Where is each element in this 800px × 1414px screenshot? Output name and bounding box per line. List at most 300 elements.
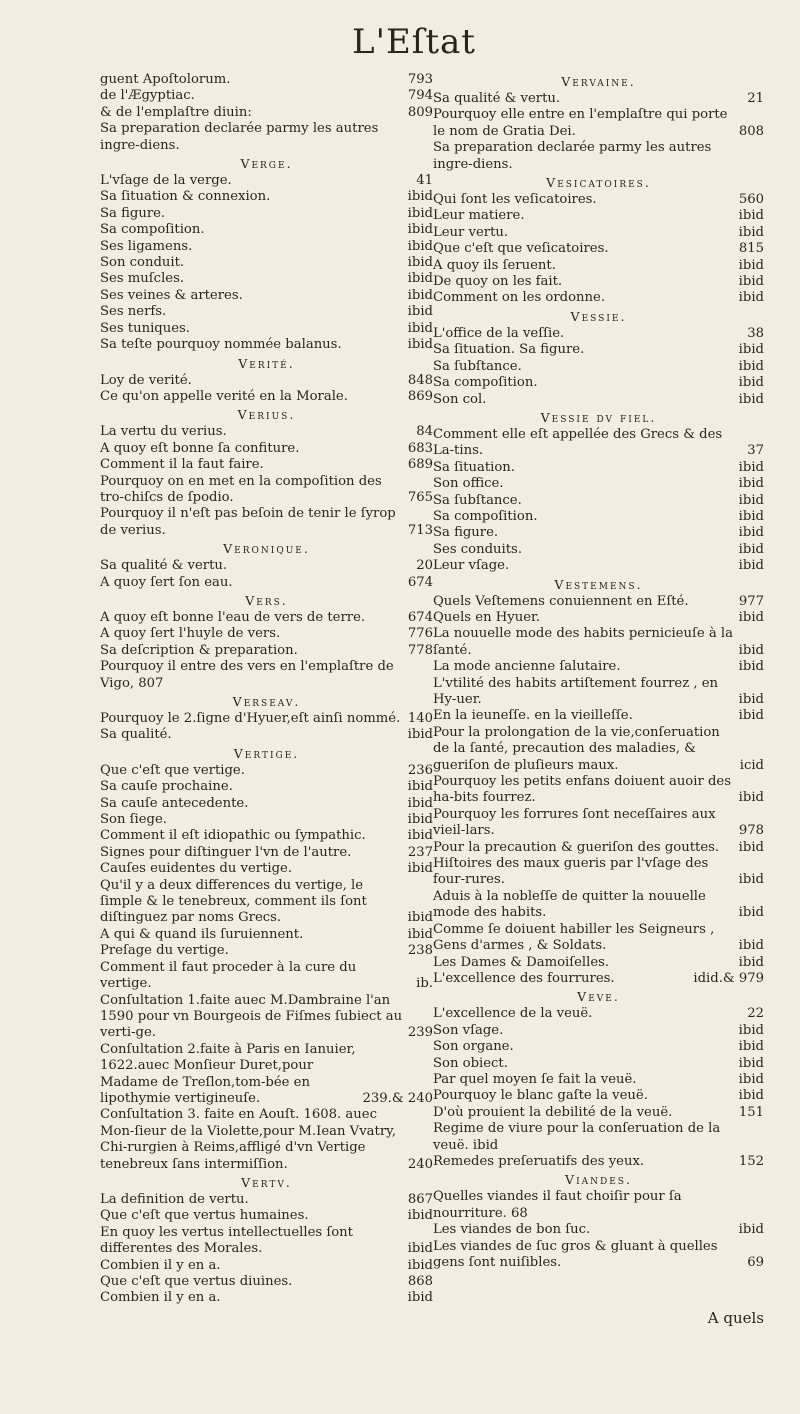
page-reference: 20 (416, 558, 433, 574)
entry-text: Les viandes de ſuc gros & gluant à quelles gens ſont nuiſibles. (432, 1238, 718, 1270)
index-entry (100, 878, 433, 927)
page-reference: ibid (738, 342, 764, 358)
entry-text: Son obiect. (432, 1055, 508, 1071)
page-reference: ibid (738, 459, 764, 475)
page-reference: 38 (747, 325, 764, 341)
entry-text: Son vſage. (432, 1022, 504, 1038)
page-reference: ibid (738, 708, 764, 724)
entry-text: Pour la precaution & gueriſon des gouttes. (432, 839, 720, 855)
index-entry (433, 326, 764, 342)
entry-text: Pourquoy les petits enfans doiuent auoir des ha-bits fourrez. (432, 774, 731, 806)
index-entry (433, 241, 764, 257)
page-reference: ibid (407, 828, 433, 844)
page-reference: ibid (407, 337, 433, 353)
index-entry (433, 971, 764, 987)
index-entry (100, 424, 433, 440)
page-reference: ibid (738, 224, 764, 240)
left-column (100, 72, 433, 1307)
entry-text: Sa compoſition. (432, 508, 538, 524)
index-entry (433, 856, 764, 889)
page-reference: 793 (407, 72, 433, 87)
page-reference: 236 (407, 762, 433, 778)
index-entry (433, 342, 764, 358)
page-reference: ibid (738, 938, 764, 954)
page-reference: ibid (738, 208, 764, 224)
index-entry (433, 840, 764, 856)
page-reference: 868 (407, 1274, 433, 1289)
index-entry (100, 993, 433, 1042)
entry-text: L'excellence de la veuë. (432, 1006, 593, 1022)
entry-text: Ses tuniques. (100, 320, 191, 336)
index-entry (100, 610, 433, 626)
entry-text: Aduis à la nobleſſe de quitter la nouuelle mode des habits. (432, 888, 706, 921)
page-reference: 776 (407, 626, 433, 642)
entry-text: Pourquoy on en met en la compoſition des tro-chiſcs de ſpodio. (100, 473, 382, 505)
page-reference: ibid (407, 926, 433, 942)
section-heading: Verge. (240, 156, 293, 172)
entry-text: Ses muſcles. (100, 271, 185, 287)
entry-text: Signes pour diſtinguer l'vn de l'autre. (100, 844, 352, 860)
index-entry (100, 1192, 433, 1208)
index-entry (100, 271, 433, 287)
index-entry (100, 812, 433, 828)
index-entry (433, 558, 764, 574)
entry-text: Pourquoy le blanc gaſte la veuë. (432, 1088, 648, 1104)
index-entry (100, 943, 433, 959)
entry-text: de l'Ægyptiac. (100, 88, 195, 104)
index-entry (433, 290, 764, 306)
entry-text: Comme ſe doiuent habiller les Seigneurs , Gens d'armes , & Soldats. (432, 921, 715, 954)
page-reference: ibid (738, 1055, 764, 1071)
entry-text: Combien il y en a. (100, 1290, 221, 1306)
page-reference: 848 (407, 372, 433, 388)
section-heading: Veronique. (223, 541, 310, 557)
section-heading: Vertv. (241, 1174, 292, 1190)
entry-text: Sa preparation declarée parmy les autres ingre-diens. (432, 140, 712, 172)
entry-text: Sa figure. (100, 205, 166, 221)
section-heading: Vers. (245, 592, 288, 608)
page-reference: ibid (738, 541, 764, 557)
entry-text: Pourquoy il n'eſt pas beſoin de tenir le ſyrop de verius. (100, 506, 396, 538)
entry-text: Ce qu'on appelle verité en la Morale. (100, 388, 348, 404)
page-reference: ibid (407, 727, 433, 743)
page-reference: ibid (738, 492, 764, 508)
entry-text: Sa ſubſtance. (432, 358, 522, 374)
entry-text: Pourquoy il entre des vers en l'emplaſtre de Vigo, 807 (100, 659, 394, 691)
page-reference: ibid (738, 692, 764, 707)
index-entry (433, 460, 764, 476)
entry-text: Sa ſubſtance. (432, 492, 522, 508)
index-entry (433, 922, 764, 955)
page-reference: ibid (738, 508, 764, 524)
entry-text: La vertu du verius. (100, 424, 227, 440)
index-entry (100, 1225, 433, 1258)
index-entry (433, 807, 764, 840)
section-heading: Verité. (238, 355, 295, 371)
page-reference: ibid (738, 257, 764, 273)
entry-text: Ses conduits. (432, 541, 523, 557)
index-entry (100, 960, 433, 993)
index-entry (100, 288, 433, 304)
page-reference: idid.& 979 (693, 970, 764, 986)
page-reference: ibid (738, 839, 764, 855)
index-entry (100, 506, 433, 539)
entry-text: Pourquoy les forrures ſont neceſſaires aux vieil-lars. (432, 806, 716, 839)
page-reference: ibid (738, 274, 764, 290)
index-entry (433, 1105, 764, 1121)
section-heading: Vessie. (570, 308, 627, 324)
index-entry (100, 304, 433, 320)
entry-text: Conſultation 2.faite à Paris en Ianuier, 1622.auec Monſieur Duret,pour Madame de Treſlon,tom-bée en lipothymie vertigineuſe. (100, 1041, 356, 1106)
index-entry (433, 1072, 764, 1088)
section-heading: Viandes. (565, 1172, 632, 1188)
entry-text: Comment il la faut faire. (100, 457, 264, 473)
page-reference: ibid (738, 375, 764, 391)
entry-text: Leur vertu. (432, 224, 509, 240)
index-entry (100, 659, 433, 692)
page-reference: 21 (747, 91, 764, 106)
index-entry (433, 192, 764, 208)
page-reference: ibid (407, 812, 433, 828)
entry-text: Quelles viandes il faut choiſir pour ſa nourriture. 68 (432, 1189, 682, 1221)
index-entry (100, 474, 433, 507)
page-reference: 713 (407, 522, 433, 538)
page-reference: ibid (738, 1088, 764, 1104)
index-entry (100, 88, 433, 104)
page-reference: ibid (407, 320, 433, 336)
page-reference: ibid (407, 1257, 433, 1273)
page-reference: ibid (407, 287, 433, 303)
index-entry (100, 1258, 433, 1274)
entry-text: A quoy ils ſeruent. (432, 257, 556, 273)
section-heading: Verseav. (232, 694, 301, 709)
index-entry (433, 274, 764, 290)
entry-text: A quoy ſert ſon eau. (100, 574, 233, 590)
index-entry (100, 1274, 433, 1290)
entry-text: A quoy ſert l'huyle de vers. (100, 626, 281, 642)
page-reference: ibid (407, 255, 433, 271)
entry-text: L'vtilité des habits artiſtement fourrez , en Hy-uer. (432, 675, 719, 707)
index-entry (100, 711, 433, 727)
entry-text: Sa qualité. (100, 727, 172, 743)
entry-text: De quoy on les fait. (432, 274, 563, 290)
entry-text: Qui ſont les veſicatoires. (432, 192, 597, 208)
entry-text: Ses nerfs. (100, 304, 167, 320)
index-entry (433, 594, 764, 610)
page-reference: ibid (407, 779, 433, 795)
page-reference: ibid (407, 271, 433, 287)
index-entry (100, 845, 433, 861)
page-reference: icid (739, 757, 764, 773)
entry-text: Regime de viure pour la conſeruation de la veuë. ibid (432, 1121, 721, 1153)
entry-text: L'office de la veſſie. (432, 325, 565, 341)
running-head: L'Eſtat (352, 22, 476, 62)
index-entry (100, 189, 433, 205)
page-reference: ibid (407, 238, 433, 254)
page-reference: 808 (738, 123, 764, 139)
entry-text: L'vſage de la verge. (100, 173, 232, 189)
index-entry (100, 796, 433, 812)
index-entry (433, 626, 764, 659)
page-reference: 674 (407, 574, 433, 590)
index-entry (100, 373, 433, 389)
entry-text: & de l'emplaſtre diuin: (100, 104, 252, 120)
entry-text: La mode ancienne ſalutaire. (432, 659, 621, 675)
index-entry (100, 457, 433, 473)
entry-text: Ses ligamens. (100, 238, 193, 254)
page-reference: ibid (738, 1071, 764, 1087)
index-entry (433, 476, 764, 492)
page-reference: 69 (747, 1255, 764, 1270)
section-heading: Vervaine. (561, 74, 636, 89)
index-entry (433, 493, 764, 509)
index-entry (433, 140, 764, 173)
entry-text: Ses veines & arteres. (100, 287, 243, 303)
index-entry (100, 861, 433, 877)
index-entry (433, 359, 764, 375)
entry-text: D'où prouient la debilité de la veuë. (432, 1104, 673, 1120)
entry-text: Combien il y en a. (100, 1257, 221, 1273)
section-heading: Vertige. (233, 745, 300, 761)
entry-text: Comment elle eſt appellée des Grecs & des La-tins. (432, 426, 723, 459)
index-entry (433, 889, 764, 922)
index-entry (100, 206, 433, 222)
entry-text: Son organe. (432, 1039, 514, 1055)
entry-text: A quoy eſt bonne l'eau de vers de terre. (100, 609, 366, 625)
index-entry (433, 676, 764, 709)
index-entry (433, 392, 764, 408)
page-reference: 22 (747, 1006, 764, 1022)
index-entry (100, 1107, 433, 1173)
index-columns (64, 72, 764, 1307)
index-entry (100, 72, 433, 88)
index-entry (100, 121, 433, 154)
page-reference: 778 (407, 642, 433, 658)
page-reference: ibid (738, 1039, 764, 1055)
index-entry (100, 927, 433, 943)
entry-text: Sa compoſition. (100, 222, 205, 238)
page-reference: ibid (407, 189, 433, 205)
entry-text: En la ieuneſſe. en la vieilleſſe. (432, 708, 633, 724)
entry-text: Son conduit. (100, 255, 185, 271)
entry-text: Sa ſituation. (432, 459, 515, 475)
page-reference: ibid (407, 1241, 433, 1257)
page-reference: 674 (407, 609, 433, 625)
page-reference: 815 (738, 241, 764, 257)
page-reference: ibid (738, 558, 764, 574)
entry-text: Sa ſituation & connexion. (100, 189, 271, 205)
page-reference: ibid (407, 1208, 433, 1224)
index-entry (433, 774, 764, 807)
entry-text: guent Apoſtolorum. (100, 72, 231, 87)
entry-text: Son col. (432, 391, 487, 407)
page-reference: ibid (738, 790, 764, 806)
page-reference: ibid (738, 642, 764, 658)
entry-text: Preſage du vertige. (100, 943, 229, 959)
entry-text: Qu'il y a deux differences du vertige, le ſimple & le tenebreux, comment ils ſont diſtinguez par noms Grecs. (100, 877, 367, 926)
index-entry (433, 375, 764, 391)
index-entry (433, 1039, 764, 1055)
page-reference: 560 (738, 192, 764, 208)
index-entry (433, 1154, 764, 1170)
index-entry (100, 173, 433, 189)
page-reference: 869 (407, 388, 433, 404)
page-reference: 239.& 240 (362, 1090, 433, 1106)
entry-text: Son office. (432, 476, 504, 492)
index-entry (433, 542, 764, 558)
index-entry (100, 239, 433, 255)
section-heading: Vessie dv fiel. (540, 409, 657, 425)
entry-text: Sa figure. (432, 525, 499, 541)
page-reference: ibid (738, 609, 764, 625)
page-reference: 238 (407, 943, 433, 959)
entry-text: Hiſtoires des maux gueris par l'vſage des four-rures. (432, 856, 709, 888)
entry-text: Conſultation 1.faite auec M.Dambraine l'an 1590 pour vn Bourgeois de Fiſmes ſubiect au verti-ge. (100, 992, 403, 1041)
index-entry (433, 1088, 764, 1104)
entry-text: Sa qualité & vertu. (432, 91, 561, 106)
page-reference: 867 (407, 1191, 433, 1207)
entry-text: Pourquoy le 2.ſigne d'Hyuer,eſt ainſi nommé. (100, 711, 401, 726)
section-heading: Veve. (577, 989, 620, 1005)
page-reference: 237 (407, 844, 433, 860)
page-reference: ibid (407, 795, 433, 811)
entry-text: Sa compoſition. (432, 375, 538, 391)
entry-text: Comment il eſt idiopathic ou ſympathic. (100, 828, 366, 844)
entry-text: Sa qualité & vertu. (100, 558, 228, 574)
index-entry (100, 828, 433, 844)
entry-text: Les viandes de bon ſuc. (432, 1222, 591, 1238)
index-entry (100, 222, 433, 238)
index-entry (433, 708, 764, 724)
page-reference: 239 (407, 1025, 433, 1041)
index-entry (433, 1121, 764, 1154)
entry-text: Quels en Hyuer. (432, 609, 541, 625)
entry-text: Par quel moyen ſe fait la veuë. (432, 1071, 637, 1087)
page-reference: ibid (738, 358, 764, 374)
page-reference: ibid (738, 1022, 764, 1038)
entry-text: Leur matiere. (432, 208, 525, 224)
section-heading: Vestemens. (554, 576, 643, 592)
index-entry (433, 725, 764, 774)
page-reference: 84 (416, 424, 433, 440)
page-reference: ibid (738, 1222, 764, 1238)
index-entry (433, 107, 764, 140)
page-reference: ibid (738, 391, 764, 407)
catchword: A quels (707, 1308, 764, 1327)
index-entry (433, 1006, 764, 1022)
entry-text: La definition de vertu. (100, 1191, 249, 1207)
index-entry (100, 321, 433, 337)
page-reference: 41 (416, 173, 433, 189)
index-entry (100, 1208, 433, 1224)
index-entry (433, 91, 764, 107)
entry-text: Loy de verité. (100, 372, 192, 388)
page-reference: ibid (407, 205, 433, 221)
right-column (433, 72, 764, 1307)
page-reference: 151 (738, 1104, 764, 1120)
index-entry (100, 1290, 433, 1306)
index-entry (433, 1189, 764, 1222)
entry-text: Comment il faut proceder à la cure du vertige. (100, 959, 357, 992)
index-entry (100, 105, 433, 121)
index-entry (100, 779, 433, 795)
entry-text: Sa deſcription & preparation. (100, 642, 298, 658)
page-reference: ibid (738, 476, 764, 492)
index-entry (433, 208, 764, 224)
index-entry (433, 955, 764, 971)
index-entry (100, 626, 433, 642)
entry-text: Quels Veſtemens conuiennent en Eſté. (432, 593, 689, 609)
page-reference: 978 (738, 823, 764, 839)
index-entry (433, 427, 764, 460)
page-reference: ibid (407, 910, 433, 926)
entry-text: L'excellence des fourrures. (432, 970, 615, 986)
index-entry (100, 389, 433, 405)
page-reference: ibid (738, 290, 764, 306)
entry-text: Son ſiege. (100, 812, 167, 828)
page-reference: 977 (738, 593, 764, 609)
page-reference: ibid (738, 954, 764, 970)
entry-text: Leur vſage. (432, 558, 510, 574)
entry-text: Pour la prolongation de la vie,conſeruation de la ſanté, precaution des maladies, & gueriſon de pluſieurs maux. (432, 724, 720, 773)
entry-text: Sa ſituation. Sa figure. (432, 342, 585, 358)
index-entry (433, 1056, 764, 1072)
page-reference: 240 (407, 1156, 433, 1172)
index-entry (100, 441, 433, 457)
entry-text: Sa cauſe prochaine. (100, 779, 233, 795)
index-entry (433, 1023, 764, 1039)
index-entry (100, 643, 433, 659)
index-entry (100, 575, 433, 591)
entry-text: Que c'eſt que vertus humaines. (100, 1208, 309, 1224)
entry-text: Cauſes euidentes du vertige. (100, 861, 293, 877)
index-entry (433, 659, 764, 675)
page-reference: 140 (407, 711, 433, 726)
entry-text: En quoy les vertus intellectuelles ſont differentes des Morales. (100, 1224, 353, 1257)
section-heading: Verius. (237, 407, 296, 423)
entry-text: Comment on les ordonne. (432, 290, 606, 306)
page-reference: ibid (407, 222, 433, 238)
entry-text: Que c'eſt que vertus diuines. (100, 1274, 293, 1289)
entry-text: Pourquoy elle entre en l'emplaſtre qui porte le nom de Gratia Dei. (432, 107, 728, 139)
entry-text: Les Dames & Damoiſelles. (432, 954, 610, 970)
page-reference: ibid (407, 304, 433, 320)
page-reference: 689 (407, 457, 433, 473)
index-entry (100, 727, 433, 743)
index-entry (433, 1239, 764, 1272)
entry-text: Sa preparation declarée parmy les autres ingre-diens. (100, 121, 379, 153)
page-reference: ibid (407, 1290, 433, 1306)
entry-text: Sa teſte pourquoy nommée balanus. (100, 337, 342, 353)
entry-text: Sa cauſe antecedente. (100, 795, 249, 811)
page-reference: 683 (407, 440, 433, 456)
page-reference: ibid (407, 861, 433, 877)
entry-text: La nouuelle mode des habits pernicieuſe à la ſanté. (432, 626, 733, 658)
page-reference: 37 (747, 443, 764, 459)
index-entry (433, 525, 764, 541)
entry-text: Que c'eſt que veſicatoires. (432, 241, 609, 257)
page-reference: ibid (738, 872, 764, 888)
page-reference: ibid (738, 659, 764, 675)
page-reference: ibid (738, 525, 764, 541)
page-reference: ibid (738, 905, 764, 921)
index-entry (433, 225, 764, 241)
entry-text: A quoy eſt bonne ſa confiture. (100, 440, 300, 456)
page-reference: 809 (407, 104, 433, 120)
index-entry (433, 610, 764, 626)
index-entry (100, 1042, 433, 1108)
entry-text: Conſultation 3. faite en Aouſt. 1608. auec Mon-ſieur de la Violette,pour M.Iean Vvatry, Chi-rurgien à Reims,affligé d'vn Vertige tenebreux ſans intermiſſion. (100, 1107, 397, 1172)
